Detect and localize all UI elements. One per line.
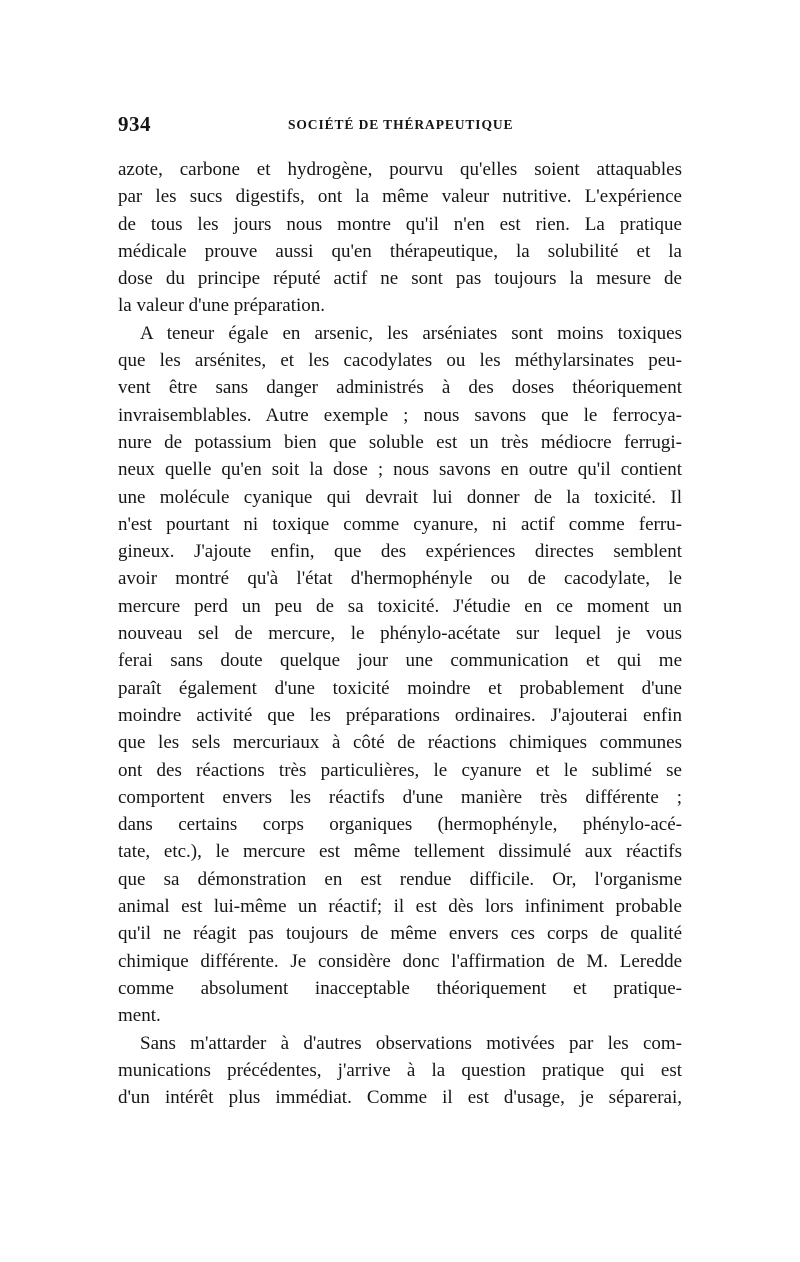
body-text: [118, 156, 682, 1111]
text-line: nouveau sel de mercure, le phénylo-acétate sur lequel je vous: [118, 623, 682, 645]
text-line: dose du principe réputé actif ne sont pas toujours la mesure de: [118, 268, 682, 290]
text-line: que sa démonstration en est rendue difficile. Or, l'organisme: [118, 868, 682, 890]
text-line: invraisemblables. Autre exemple ; nous savons que le ferrocya-: [118, 404, 682, 426]
text-line: médicale prouve aussi qu'en thérapeutique, la solubilité et la: [118, 240, 682, 262]
text-line: qu'il ne réagit pas toujours de même envers ces corps de qualité: [118, 923, 682, 945]
text-line: la valeur d'une préparation.: [118, 295, 326, 317]
text-line: dans certains corps organiques (hermophényle, phénylo-acé-: [118, 814, 682, 836]
text-line: mercure perd un peu de sa toxicité. J'étudie en ce moment un: [118, 595, 682, 617]
text-line: tate, etc.), le mercure est même tellement dissimulé aux réactifs: [118, 841, 682, 863]
text-line: une molécule cyanique qui devrait lui donner de la toxicité. Il: [118, 486, 682, 508]
running-head: [118, 112, 682, 142]
running-title: SOCIÉTÉ DE THÉRAPEUTIQUE: [288, 117, 514, 132]
text-line: vent être sans danger administrés à des doses théoriquement: [118, 377, 682, 399]
book-page: [118, 112, 682, 1111]
text-line: de tous les jours nous montre qu'il n'en est rien. La pratique: [118, 213, 682, 235]
text-line: munications précédentes, j'arrive à la question pratique qui est: [118, 1059, 682, 1081]
text-line: comportent envers les réactifs d'une manière très différente ;: [118, 786, 682, 808]
text-line: A teneur égale en arsenic, les arséniates sont moins toxiques: [140, 322, 682, 344]
text-line: n'est pourtant ni toxique comme cyanure, ni actif comme ferru-: [118, 513, 682, 535]
text-line: Sans m'attarder à d'autres observations motivées par les com-: [140, 1032, 682, 1054]
text-line: que les sels mercuriaux à côté de réactions chimiques communes: [118, 732, 682, 754]
text-line: chimique différente. Je considère donc l'affirmation de M. Leredde: [118, 950, 682, 972]
text-line: moindre activité que les préparations ordinaires. J'ajouterai enfin: [118, 704, 682, 726]
text-line: nure de potassium bien que soluble est un très médiocre ferrugi-: [118, 431, 682, 453]
text-line: azote, carbone et hydrogène, pourvu qu'elles soient attaquables: [118, 159, 682, 180]
text-line: ont des réactions très particulières, le cyanure et le sublimé se: [118, 759, 682, 781]
text-line: comme absolument inacceptable théoriquement et pratique-: [118, 977, 682, 999]
page-number: 934: [118, 112, 151, 136]
text-line: avoir montré qu'à l'état d'hermophényle ou de cacodylate, le: [118, 568, 682, 590]
text-line: paraît également d'une toxicité moindre et probablement d'une: [118, 677, 682, 699]
text-line: gineux. J'ajoute enfin, que des expériences directes semblent: [118, 541, 682, 563]
text-line: ment.: [118, 1005, 161, 1027]
text-line: animal est lui-même un réactif; il est dès lors infiniment probable: [118, 896, 682, 918]
text-line: d'un intérêt plus immédiat. Comme il est d'usage, je séparerai,: [118, 1087, 682, 1109]
text-line: par les sucs digestifs, ont la même valeur nutritive. L'expérience: [118, 186, 682, 208]
text-line: neux quelle qu'en soit la dose ; nous savons en outre qu'il contient: [118, 459, 682, 481]
text-line: ferai sans doute quelque jour une communication et qui me: [118, 650, 682, 672]
text-line: que les arsénites, et les cacodylates ou les méthylarsinates peu-: [118, 350, 682, 372]
